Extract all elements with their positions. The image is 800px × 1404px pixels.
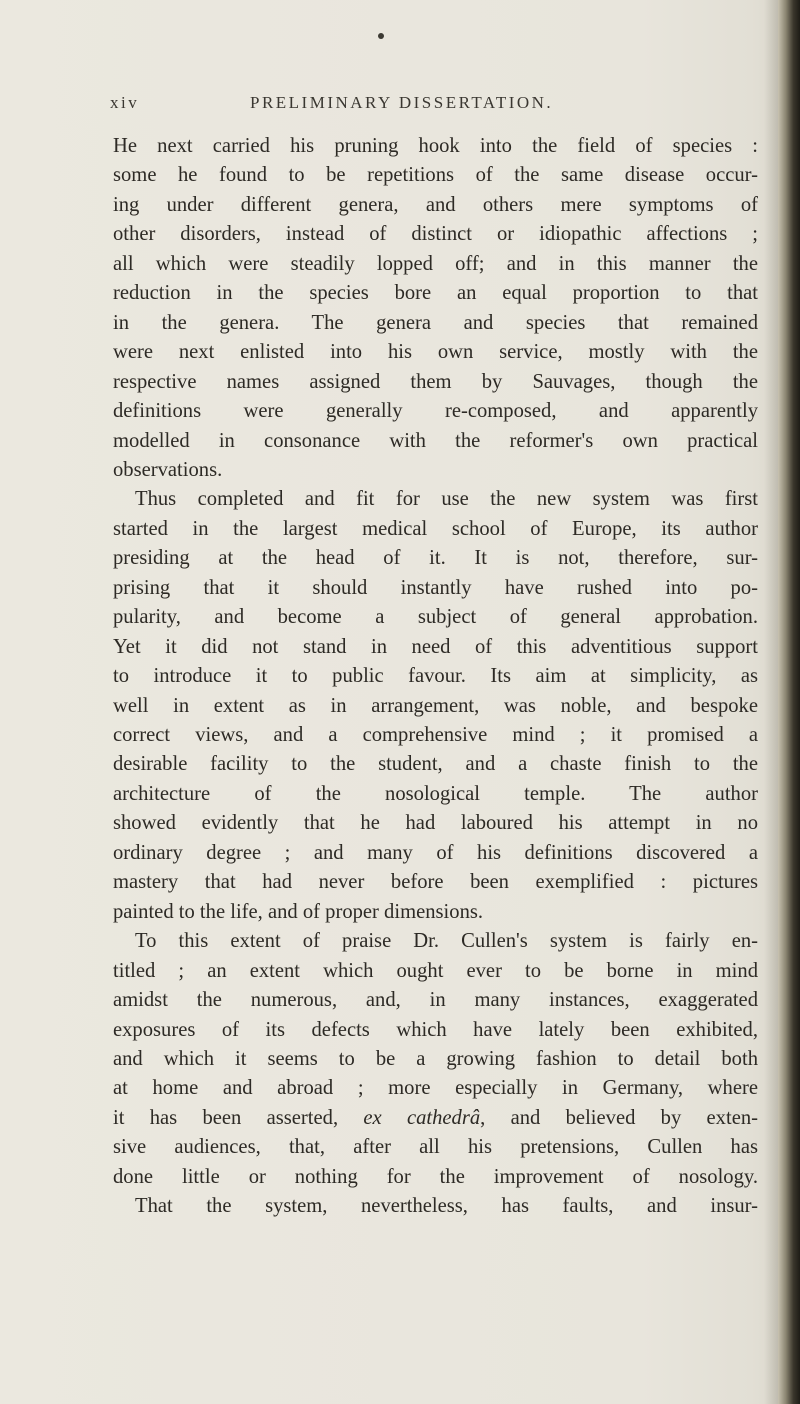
running-head: PRELIMINARY DISSERTATION. <box>250 93 554 112</box>
text-line: pularity, and become a subject of general approbation. <box>113 606 758 629</box>
text-line: started in the largest medical school of Europe, its author <box>113 517 758 540</box>
text-line: presiding at the head of it. It is not, therefore, sur- <box>113 547 758 570</box>
text-line: and which it seems to be a growing fashion to detail both <box>113 1047 758 1070</box>
text-line: done little or nothing for the improvement of nosology. <box>113 1165 758 1188</box>
text-line: respective names assigned them by Sauvages, though the <box>113 370 758 393</box>
text-line: Thus completed and fit for use the new system was first <box>135 488 758 511</box>
text-line: To this extent of praise Dr. Cullen's system is fairly en- <box>135 930 758 953</box>
text-line: showed evidently that he had laboured his attempt in no <box>113 812 758 835</box>
page-edge-shadow <box>764 0 778 1404</box>
running-header <box>110 93 750 117</box>
text-line: sive audiences, that, after all his pretensions, Cullen has <box>113 1136 758 1159</box>
text-line: desirable facility to the student, and a chaste finish to the <box>113 753 758 776</box>
text-line: in the genera. The genera and species that remained <box>113 311 758 334</box>
text-line: amidst the numerous, and, in many instances, exaggerated <box>113 989 758 1012</box>
text-line: at home and abroad ; more especially in Germany, where <box>113 1077 758 1100</box>
text-line: That the system, nevertheless, has faults, and insur- <box>135 1195 758 1218</box>
book-gutter <box>778 0 800 1404</box>
text-line: ing under different genera, and others mere symptoms of <box>113 193 758 216</box>
text-line: to introduce it to public favour. Its aim at simplicity, as <box>113 665 758 688</box>
text-line: prising that it should instantly have rushed into po- <box>113 576 758 599</box>
text-line: some he found to be repetitions of the same disease occur- <box>113 164 758 187</box>
ink-speck <box>378 33 384 39</box>
text-line: painted to the life, and of proper dimensions. <box>113 900 484 923</box>
text-line: well in extent as in arrangement, was noble, and bespoke <box>113 694 758 717</box>
text-line: titled ; an extent which ought ever to be borne in mind <box>113 959 758 982</box>
text-line: modelled in consonance with the reformer's own practical <box>113 429 758 452</box>
text-line: ordinary degree ; and many of his definitions discovered a <box>113 841 758 864</box>
text-line: mastery that had never before been exemplified : pictures <box>113 871 758 894</box>
text-line: exposures of its defects which have lately been exhibited, <box>113 1018 758 1041</box>
page-number: xiv <box>110 93 140 112</box>
text-line: Yet it did not stand in need of this adventitious support <box>113 635 758 658</box>
text-line: He next carried his pruning hook into the field of species : <box>113 135 758 157</box>
text-line: architecture of the nosological temple. The author <box>113 782 758 805</box>
text-line: it has been asserted, ex cathedrâ, and believed by exten- <box>113 1106 759 1129</box>
text-line: were next enlisted into his own service, mostly with the <box>113 341 758 364</box>
text-line: other disorders, instead of distinct or idiopathic affections ; <box>113 223 758 246</box>
text-line: all which were steadily lopped off; and in this manner the <box>113 252 758 275</box>
text-line: observations. <box>113 458 223 481</box>
text-line: reduction in the species bore an equal proportion to that <box>113 282 758 305</box>
text-line: correct views, and a comprehensive mind ; it promised a <box>113 724 758 746</box>
text-line: definitions were generally re-composed, and apparently <box>113 400 758 423</box>
